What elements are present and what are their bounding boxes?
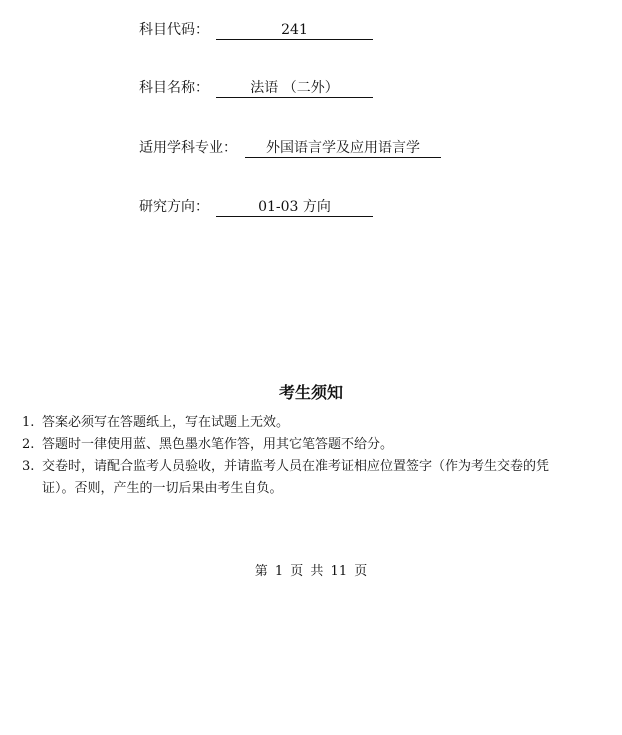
- subject-code-value: 241: [216, 20, 373, 40]
- notice-item-number: 3.: [22, 459, 35, 474]
- notice-item-text: 答案必须写在答题纸上，写在试题上无效。: [42, 415, 290, 430]
- applicable-major-value: 外国语言学及应用语言学: [245, 138, 441, 158]
- notice-item-text: 交卷时，请配合监考人员验收，并请监考人员在准考证相应位置签字（作为考生交卷的凭证）。否则，产生的一切后果由考生自负。: [42, 459, 550, 496]
- subject-name-value: 法语 （二外）: [216, 78, 373, 98]
- subject-name-label: 科目名称：: [139, 80, 209, 96]
- notice-list: [22, 412, 562, 500]
- page-number: 第 1 页 共 11 页: [254, 564, 368, 579]
- notice-item: [22, 456, 562, 500]
- subject-code-label: 科目代码：: [139, 22, 209, 38]
- research-direction-value: 01-03 方向: [216, 197, 373, 217]
- notice-item: [22, 434, 562, 456]
- applicable-major-label: 适用学科专业：: [139, 140, 237, 156]
- notice-item-text: 答题时一律使用蓝、黑色墨水笔作答，用其它笔答题不给分。: [42, 437, 394, 452]
- notice-item: [22, 412, 562, 434]
- notice-item-number: 1.: [22, 415, 35, 430]
- notice-item-number: 2.: [22, 437, 35, 452]
- research-direction-label: 研究方向：: [139, 199, 209, 215]
- notice-title: 考生须知: [278, 383, 343, 402]
